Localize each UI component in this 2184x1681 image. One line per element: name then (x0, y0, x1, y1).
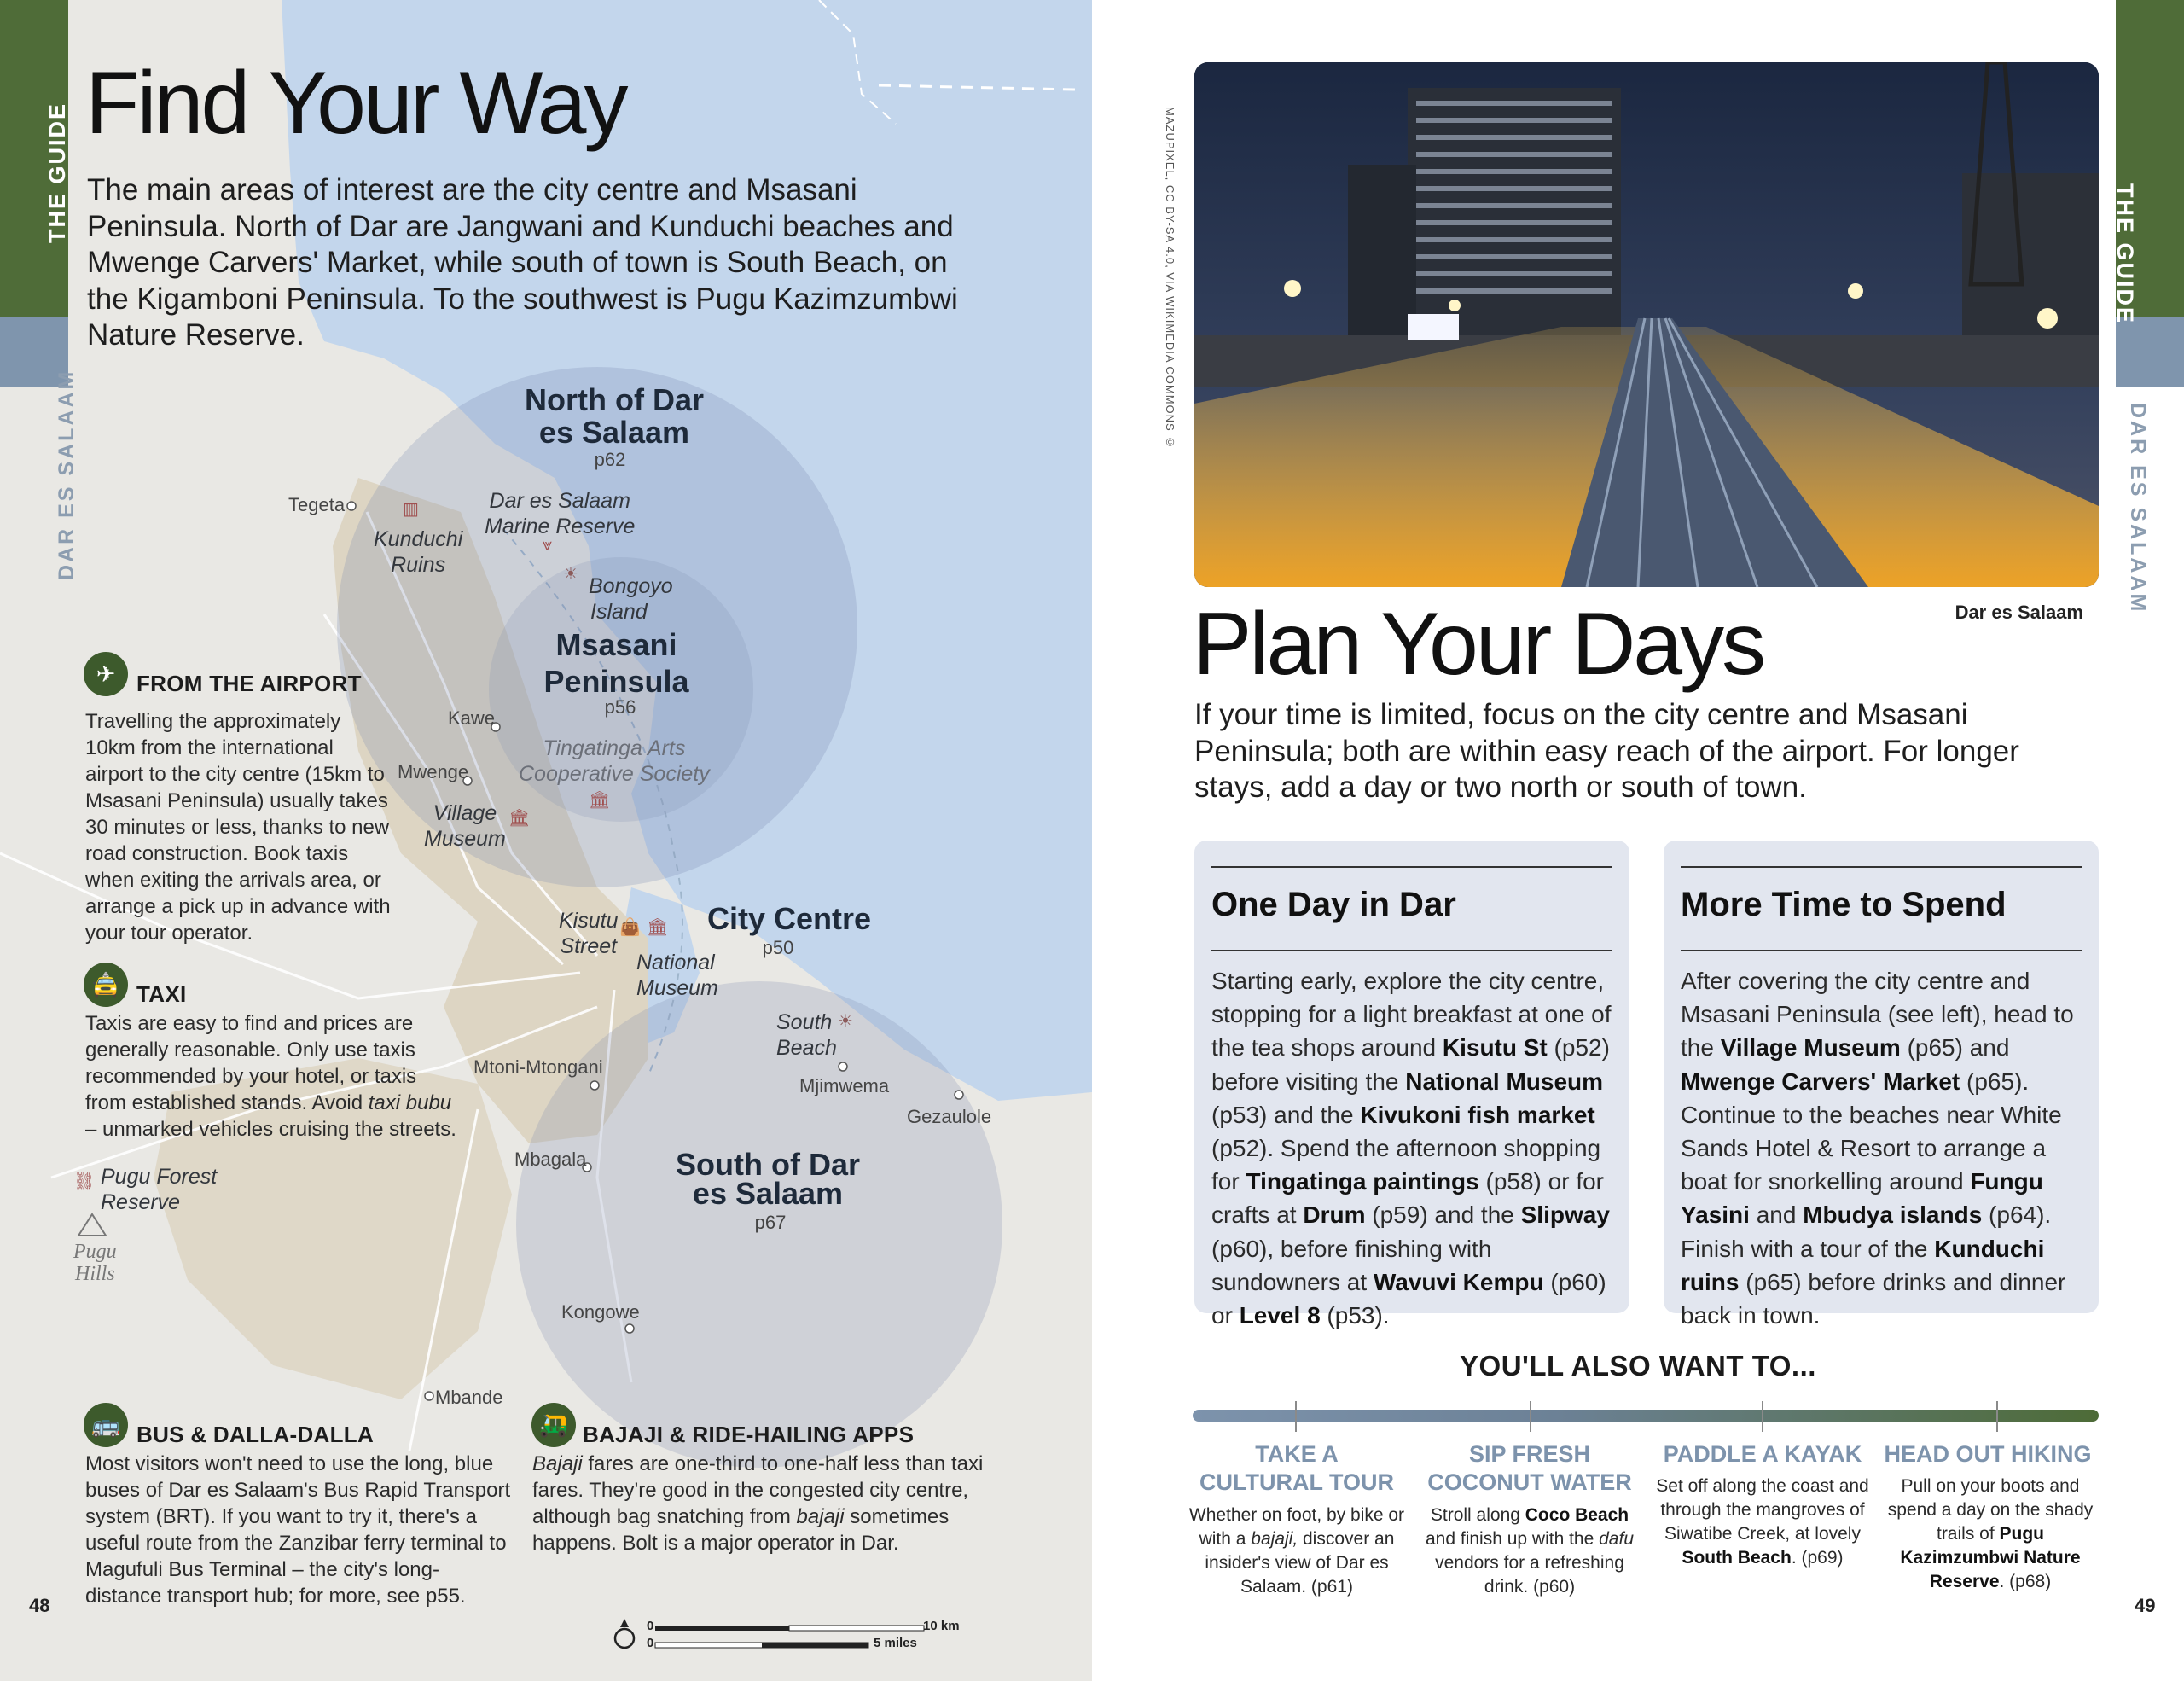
national-museum-icon: 🏛 (647, 918, 669, 937)
todo-hiking-text: Pull on your boots and spend a day on the shady trails of Pugu Kazimzumbwi Nature Reserve. (p68) (1887, 1476, 2094, 1591)
town-mbagala: Mbagala (514, 1149, 587, 1170)
side-tab-blue-right (2116, 317, 2184, 387)
scale-miles-label: 5 miles (874, 1636, 917, 1650)
bus-text: Most visitors won't need to use the long, blue buses of Dar es Salaam's Bus Rapid Transport system (BRT). If you want to try it, there's a useful route from the Zanzibar ferry terminal to Magufuli Bus Terminal – the city's long-distance transport hub; for more, see p55. (85, 1452, 511, 1608)
scale-zero-miles: 0 (647, 1636, 654, 1650)
taxi-icon: 🚖 (84, 963, 128, 1007)
todo-cultural-tour-title: TAKE A CULTURAL TOUR (1199, 1441, 1394, 1495)
bajaji-icon: 🛺 (531, 1403, 576, 1447)
todo-hiking-title: HEAD OUT HIKING (1884, 1441, 2092, 1467)
bajaji-heading: BAJAJI & RIDE-HAILING APPS (583, 1422, 915, 1447)
poi-national-museum: National Museum (636, 951, 718, 1000)
also-want-heading: YOU'LL ALSO WANT TO... (1460, 1350, 1816, 1381)
airport-text: Travelling the approximately 10km from the international airport to the city centre (15km to Msasani Peninsula) usually takes 30 minutes or less, thanks to new road construction. Book taxis when exiting the arrivals area, or arrange a pick up in advance with your tour operator. (85, 710, 391, 945)
arts-building-icon: 🏛 (589, 791, 611, 810)
beach-icon: ☀ (563, 565, 578, 584)
card-more-time-title: More Time to Spend (1681, 886, 2007, 923)
region-north[interactable]: North of Dar es Salaam (525, 382, 704, 450)
card-rule (1211, 950, 1612, 951)
town-mbande: Mbande (435, 1387, 503, 1408)
region-north-page: p62 (594, 449, 626, 470)
timeline-tick (1996, 1401, 1998, 1432)
reef-icon: ⩔ (543, 536, 553, 555)
card-rule (1211, 866, 1612, 868)
town-mtoni: Mtoni-Mtongani (473, 1056, 603, 1078)
card-more-time (1664, 840, 2099, 1329)
poi-bongoyo-island: Bongoyo Island (589, 574, 673, 624)
town-mwenge: Mwenge (398, 761, 469, 782)
poi-pugu-forest: Pugu Forest Reserve (101, 1165, 218, 1214)
timeline-tick (1295, 1401, 1297, 1432)
city-photo (1194, 62, 2099, 587)
region-msasani-page: p56 (604, 696, 636, 718)
south-beach-icon: ☀ (838, 1012, 853, 1031)
tab-label-city: DAR ES SALAAM (55, 369, 78, 580)
timeline-tick (1762, 1401, 1763, 1432)
tab-label-guide-right: THE GUIDE (2112, 183, 2138, 325)
airplane-icon: ✈ (84, 652, 128, 696)
card-one-day (1194, 840, 1629, 1329)
scale-zero-km: 0 (647, 1619, 654, 1633)
card-one-day-title: One Day in Dar (1211, 886, 1456, 923)
town-tegeta: Tegeta (288, 494, 346, 515)
scale-km-label: 10 km (923, 1619, 960, 1633)
poi-pugu-hills: Pugu Hills (73, 1241, 117, 1285)
region-south[interactable]: South of Dar es Salaam (676, 1147, 860, 1211)
shopping-icon: 👜 (619, 918, 641, 937)
poi-south-beach: South Beach (776, 1010, 837, 1060)
taxi-heading: TAXI (136, 981, 187, 1007)
todo-coconut-text: Stroll along Coco Beach and finish up with the dafu vendors for a refreshing drink. (p60) (1425, 1505, 1634, 1597)
timeline-tick (1530, 1401, 1531, 1432)
region-city-page: p50 (762, 937, 794, 958)
bajaji-text: Bajaji fares are one-third to one-half less than taxi fares. They're good in the congested city centre, although bag snatching from bajaji sometimes happens. Bolt is a major operator in Dar. (532, 1452, 984, 1555)
airport-heading: FROM THE AIRPORT (136, 671, 362, 696)
todo-kayak-text: Set off along the coast and through the mangroves of Siwatibe Creek, at lovely South Beach. (p69) (1656, 1476, 1869, 1568)
page-number-left: 48 (29, 1595, 50, 1616)
bus-heading: BUS & DALLA-DALLA (136, 1422, 375, 1447)
right-page (1092, 0, 2184, 1681)
town-kongowe: Kongowe (561, 1301, 640, 1323)
photo-credit: MAZUPIXEL, CC BY-SA 4.0, VIA WIKIMEDIA COMMONS © (1164, 107, 1176, 450)
region-city-centre[interactable]: City Centre (706, 901, 872, 936)
tab-label-city-right: DAR ES SALAAM (2126, 403, 2150, 614)
activity-timeline (1193, 1410, 2099, 1422)
intro-paragraph: The main areas of interest are the city centre and Msasani Peninsula. North of Dar are Jangwani and Kunduchi beaches and Mwenge Carvers' Market, while south of town is South Beach, on the Kigamboni Peninsula. To the southwest is Pugu Kazimzumbwi Nature Reserve. (87, 173, 958, 352)
poi-village-museum: Village Museum (424, 801, 506, 851)
poi-tingatinga: Tingatinga Arts Cooperative Society (519, 736, 710, 786)
poi-marine-reserve: Dar es Salaam Marine Reserve (485, 489, 636, 538)
todo-kayak-title: PADDLE A KAYAK (1663, 1441, 1862, 1467)
town-kawe: Kawe (448, 707, 496, 729)
tab-label-guide: THE GUIDE (44, 102, 70, 243)
plan-intro: If your time is limited, focus on the city centre and Msasani Peninsula; both are within easy reach of the airport. For longer stays, add a day or two north or south of town. (1194, 698, 2019, 804)
card-rule (1681, 950, 2082, 951)
card-one-day-text: Starting early, explore the city centre, stopping for a light breakfast at one of the tea shops around Kisutu St (p52) before visiting the National Museum (p53) and the Kivukoni fish market (p52). Spend the afternoon shopping for Tingatinga paintings (p58) or for crafts at Drum (p59) and the Slipway (p60), before finishing with sundowners at Wavuvi Kempu (p60) or Level 8 (p53). (1211, 968, 1612, 1329)
ruins-icon: ▥ (403, 500, 419, 519)
town-gezaulole: Gezaulole (907, 1106, 992, 1127)
bus-icon: 🚌 (84, 1403, 128, 1447)
region-msasani[interactable]: Msasani Peninsula (543, 627, 689, 699)
plan-title: Plan Your Days (1193, 595, 1764, 694)
poi-kisutu-street: Kisutu Street (559, 909, 619, 958)
todo-coconut-title: SIP FRESH COCONUT WATER (1427, 1441, 1632, 1495)
region-south-page: p67 (754, 1212, 787, 1233)
town-mjimwema: Mjimwema (799, 1075, 890, 1096)
card-rule (1681, 866, 2082, 868)
todo-cultural-tour-text: Whether on foot, by bike or with a bajaji, discover an insider's view of Dar es Salaam. (p61) (1188, 1505, 1405, 1597)
page-title: Find Your Way (85, 54, 626, 153)
photo-caption: Dar es Salaam (1955, 602, 2083, 623)
taxi-text: Taxis are easy to find and prices are generally reasonable. Only use taxis recommended by your hotel, or taxis from established stands. Avoid taxi bubu – unmarked vehicles cruising the streets. (85, 1012, 456, 1141)
museum-icon: 🏛 (508, 809, 531, 828)
hiking-icon: ⛓ (73, 1172, 96, 1191)
poi-kunduchi-ruins: Kunduchi Ruins (374, 527, 463, 577)
card-more-time-text: After covering the city centre and Msasani Peninsula (see left), head to the Village Museum (p65) and Mwenge Carvers' Market (p65). Continue to the beaches near White Sands Hotel & Resort to arrange a boat for snorkelling around Fungu Yasini and Mbudya islands (p64). Finish with a tour of the Kunduchi ruins (p65) before drinks and dinner back in town. (1681, 968, 2074, 1329)
page-number-right: 49 (2135, 1595, 2156, 1616)
